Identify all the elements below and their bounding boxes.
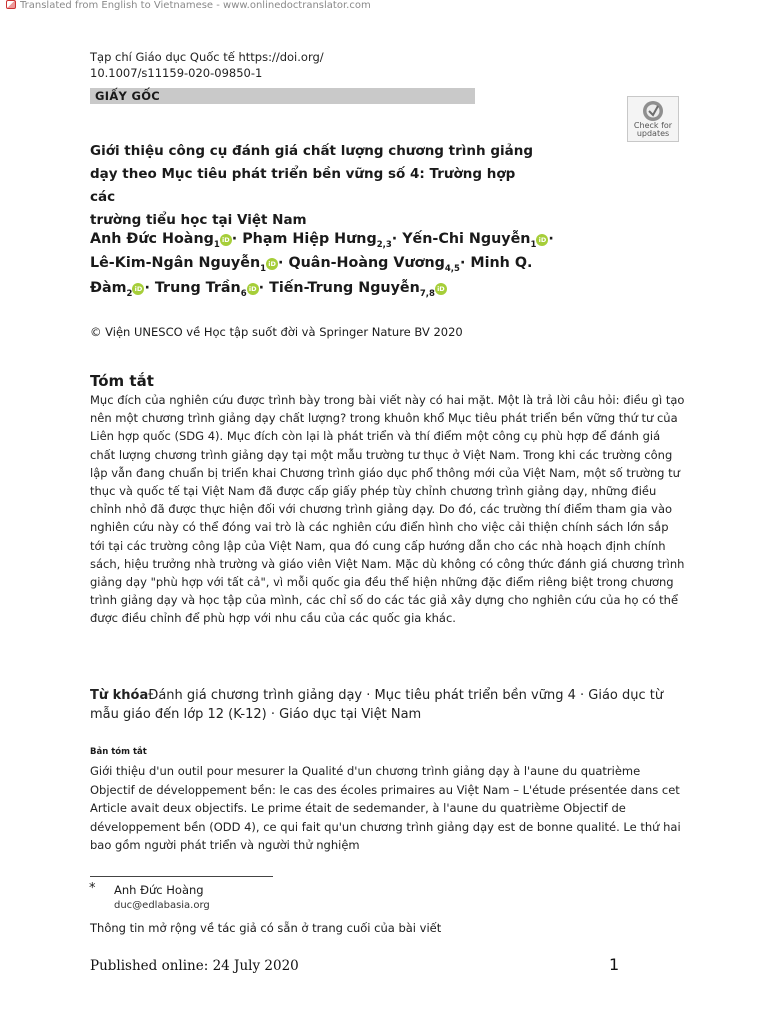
author-affiliation: 4,5 — [444, 264, 460, 275]
title-line: trường tiểu học tại Việt Nam — [90, 212, 307, 228]
author-separator: · — [391, 231, 398, 247]
journal-doi-line1: Tạp chí Giáo dục Quốc tế https://doi.org/ — [90, 50, 324, 64]
author-affiliation: 1 — [260, 264, 267, 275]
translation-banner[interactable] — [0, 0, 371, 12]
copyright-notice: © Viện UNESCO về Học tập suốt đời và Springer Nature BV 2020 — [90, 325, 463, 339]
check-updates-label-2: updates — [636, 129, 670, 138]
french-abstract-heading: Bản tóm tắt — [90, 747, 147, 757]
orcid-icon[interactable]: iD — [536, 234, 548, 246]
check-updates-icon — [642, 100, 664, 122]
author-separator: · — [144, 279, 150, 296]
title-line: Giới thiệu công cụ đánh giá chất lượng chương trình giảng — [90, 143, 534, 159]
article-title — [90, 140, 540, 232]
translate-icon — [6, 0, 16, 9]
author-name[interactable]: Minh Q. Đàm — [90, 255, 533, 296]
journal-doi-line2: 10.1007/s11159-020-09850-1 — [90, 66, 263, 80]
journal-info — [90, 49, 324, 81]
author-affiliation: 1 — [213, 239, 220, 250]
orcid-icon[interactable]: iD — [435, 283, 447, 295]
french-abstract-body: Giới thiệu d'un outil pour mesurer la Qualité d'un chương trình giảng dạy à l'aune du quatrième Objectif de développement bền: le cas des écoles primaires au Việt Nam – L'étude présentée dans cet Article avait deux objectifs. Le prime était de sedemander, à l'aune du quatrième Objectif de développement bền (ODD 4), ce qui fait qu'un chương trình giảng dạy est de bonne qualité. Le thứ hai bao gồm người phát triển và người thử nghiệm — [90, 764, 681, 852]
keywords-label: Từ khóa — [90, 688, 149, 703]
author-affiliation: 2 — [126, 288, 133, 299]
abstract-body: Mục đích của nghiên cứu được trình bày trong bài viết này có hai mặt. Một là trả lời câu hỏi: điều gì tạo nên một chương trình giảng dạy chất lượng? trong khuôn khổ Mục tiêu phát triển bền vững thứ tư của Liên hợp quốc (SDG 4). Mục đích còn lại là phát triển và thí điểm một công cụ phù hợp để đánh giá chất lượng chương trình giảng dạy tại một mẫu trường tư thục ở Việt Nam. Trong khi các trường công lập vẫn đang chuẩn bị triển khai Chương trình giáo dục phổ thông mới của Việt Nam, một số trường tư thục và quốc tế tại Việt Nam đã được cấp giấy phép tùy chỉnh chương trình giảng dạy, những điều chỉnh nhỏ đã được thực hiện đối với chương trình giảng dạy. Do đó, các trường thí điểm tham gia vào nghiên cứu này có thể đóng vai trò là các nghiên cứu điển hình cho việc cải thiện chính sách lớn sắp tới tại các trường công lập của Việt Nam, qua đó cung cấp hướng dẫn cho các nhà hoạch định chính sách, hiệu trưởng nhà trường và giáo viên Việt Nam. Mặc dù không có công thức đánh giá chương trình giảng dạy "phù hợp với tất cả", vì mỗi quốc gia đều thể hiện những đặc điểm riêng biệt trong chương trình giảng dạy và học tập của mình, các chỉ số do các tác giả xây dựng cho nghiên cứu của họ có thể được điều chỉnh để phù hợp với nhu cầu của các quốc gia khác. — [90, 393, 685, 626]
orcid-icon[interactable]: iD — [266, 258, 278, 270]
author-separator: · — [278, 255, 284, 272]
page-number: 1 — [609, 955, 620, 974]
check-updates-label-1: Check for — [633, 121, 673, 130]
footnote-divider — [90, 876, 273, 877]
check-for-updates-badge[interactable] — [627, 96, 679, 142]
title-line: dạy theo Mục tiêu phát triển bền vững số 4: Trường hợp các — [90, 166, 516, 205]
author-name[interactable]: Phạm Hiệp Hưng — [242, 231, 377, 247]
paper-type-bar: GIẤY GỐC — [90, 88, 475, 104]
published-date: Published online: 24 July 2020 — [90, 958, 299, 974]
corresponding-author-email[interactable]: duc@edlabasia.org — [114, 900, 210, 911]
corresponding-author-name: Anh Đức Hoàng — [114, 883, 204, 897]
author-affiliation: 1 — [530, 239, 537, 250]
author-separator: · — [459, 255, 466, 272]
author-separator: · — [231, 231, 238, 247]
extended-author-info: Thông tin mở rộng về tác giả có sẵn ở trang cuối của bài viết — [90, 921, 442, 935]
author-name[interactable]: Lê-Kim-Ngân Nguyễn — [90, 255, 261, 272]
author-separator: · — [258, 279, 265, 296]
author-affiliation: 2,3 — [376, 239, 392, 250]
author-affiliation: 6 — [240, 288, 247, 299]
abstract-heading: Tóm tắt — [90, 372, 154, 390]
orcid-icon[interactable]: iD — [247, 283, 259, 295]
footnote-marker: * — [89, 881, 96, 896]
keywords — [90, 687, 680, 724]
keywords-text: Đánh giá chương trình giảng dạy · Mục tiêu phát triển bền vững 4 · Giáo dục từ mẫu giáo đến lớp 12 (K-12) · Giáo dục tại Việt Nam — [90, 688, 664, 722]
author-name[interactable]: Anh Đức Hoàng — [90, 231, 214, 247]
author-name[interactable]: Yến-Chi Nguyễn — [402, 231, 531, 247]
orcid-icon[interactable]: iD — [132, 283, 144, 295]
orcid-icon[interactable]: iD — [220, 234, 232, 246]
author-name[interactable]: Quân-Hoàng Vương — [288, 255, 445, 272]
author-separator: · — [548, 231, 554, 247]
translation-banner-text[interactable]: Translated from English to Vietnamese - www.onlinedoctranslator.com — [20, 0, 371, 11]
author-list — [90, 230, 560, 303]
author-name[interactable]: Tiến-Trung Nguyễn — [269, 279, 420, 296]
author-affiliation: 7,8 — [419, 288, 435, 299]
author-name[interactable]: Trung Trần — [154, 279, 241, 296]
